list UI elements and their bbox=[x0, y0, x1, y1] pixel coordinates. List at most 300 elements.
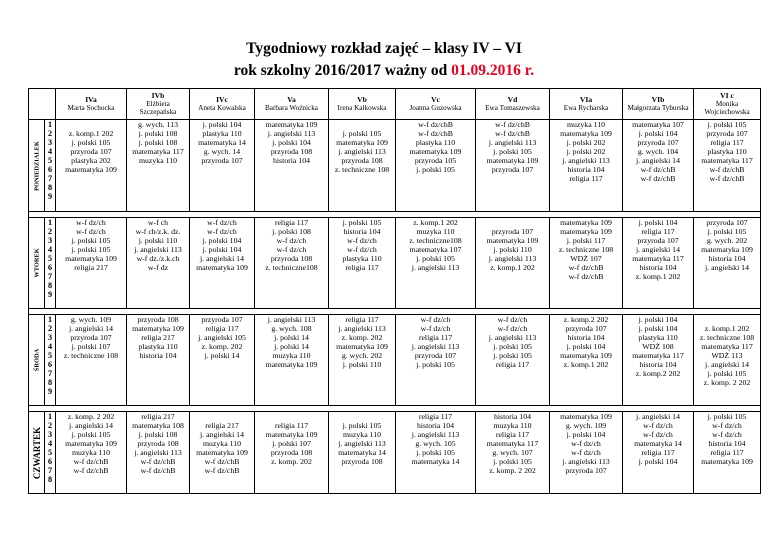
lesson-entry: religia 117 bbox=[641, 448, 675, 457]
lesson-number: 7 bbox=[47, 369, 53, 378]
class-name: Vc bbox=[431, 95, 440, 104]
lesson-entry bbox=[329, 174, 395, 183]
lesson-entry: w-f dz/chB bbox=[709, 165, 745, 174]
lesson-entry: z. komp.1 202 bbox=[68, 129, 114, 138]
lesson-entry bbox=[476, 183, 549, 192]
class-day-cell bbox=[190, 120, 255, 212]
lesson-entry: religia 217 bbox=[141, 333, 175, 342]
lesson-entry bbox=[56, 192, 126, 201]
lesson-entry: j. angielski 113 bbox=[267, 129, 316, 138]
lesson-numbers bbox=[45, 315, 56, 406]
lesson-entry: matematyka 109 bbox=[409, 147, 462, 156]
lesson-entry: g. wych. 104 bbox=[637, 147, 679, 156]
class-day-cell bbox=[329, 412, 396, 494]
lesson-entry bbox=[550, 369, 622, 378]
lesson-number: 5 bbox=[47, 254, 53, 263]
class-day-cell bbox=[56, 315, 127, 406]
lesson-entry: plastyka 202 bbox=[71, 156, 111, 165]
lesson-entry: w-f dz/ch bbox=[420, 315, 451, 324]
day-row bbox=[29, 120, 761, 212]
lesson-entry: z. komp. 2 202 bbox=[67, 412, 115, 421]
valid-from-date: 01.09.2016 r. bbox=[451, 62, 535, 79]
class-day-cell bbox=[550, 218, 623, 309]
lesson-entry bbox=[56, 387, 126, 396]
lesson-entry bbox=[127, 387, 189, 396]
lesson-entry: w-f dz/chB bbox=[204, 466, 240, 475]
lesson-entry: j. polski 105 bbox=[707, 120, 747, 129]
class-day-cell bbox=[329, 120, 396, 212]
class-day-cell bbox=[396, 120, 476, 212]
lesson-entry: j. angielski 14 bbox=[69, 324, 113, 333]
lesson-entry bbox=[329, 290, 395, 299]
lesson-entry bbox=[550, 475, 622, 484]
lesson-entry: religia 117 bbox=[418, 412, 453, 421]
lesson-number: 9 bbox=[47, 290, 53, 299]
lesson-entry: matematyka 109 bbox=[701, 457, 753, 466]
lesson-entry bbox=[127, 272, 189, 281]
lesson-entry: j. angielski 14 bbox=[636, 412, 680, 421]
class-day-cell bbox=[190, 315, 255, 406]
lesson-entry: w-f dz/ch bbox=[643, 421, 673, 430]
lesson-entry: j. angielski 113 bbox=[488, 138, 537, 147]
lesson-entry: w-f dz/ch bbox=[347, 236, 377, 245]
lesson-entry: j. polski 108 bbox=[138, 129, 178, 138]
lesson-entry: j. polski 202 bbox=[566, 147, 606, 156]
lesson-entry bbox=[329, 281, 395, 290]
class-day-cell bbox=[56, 120, 127, 212]
lesson-entry: plastyka 110 bbox=[138, 342, 178, 351]
lesson-entry: w-f dz/chB bbox=[640, 174, 676, 183]
lesson-entry bbox=[550, 192, 622, 201]
class-header-row bbox=[29, 89, 761, 120]
lesson-entry: matematyka 109 bbox=[265, 120, 318, 129]
lesson-number: 6 bbox=[47, 360, 53, 369]
lesson-entry: historia 104 bbox=[708, 254, 746, 263]
lesson-entry: z. komp.1 202 bbox=[563, 360, 609, 369]
timetable-body bbox=[29, 120, 761, 494]
class-teacher: Joanna Guzowska bbox=[409, 104, 462, 112]
lesson-entry bbox=[396, 466, 475, 475]
lesson-entry: religia 117 bbox=[641, 227, 675, 236]
class-day-cell bbox=[623, 315, 694, 406]
lesson-entry: religia 117 bbox=[274, 421, 309, 430]
lesson-entry: g. wych. 107 bbox=[492, 448, 533, 457]
lesson-entry: plastyka 110 bbox=[638, 333, 678, 342]
lesson-entry: WDŻ 108 bbox=[642, 342, 674, 351]
lesson-entry: przyroda 107 bbox=[565, 466, 607, 475]
lesson-entry bbox=[550, 387, 622, 396]
class-teacher: Barbara Woźnicka bbox=[265, 104, 318, 112]
lesson-entry: z. komp.2 202 bbox=[635, 369, 681, 378]
lesson-entry: w-f dz/chB bbox=[709, 174, 745, 183]
lesson-entry: plastyka 110 bbox=[342, 254, 382, 263]
lesson-entry: matematyka 109 bbox=[560, 412, 612, 421]
lesson-entry: w-f dz/ch bbox=[276, 236, 307, 245]
lesson-entry: g. wych. 109 bbox=[70, 315, 112, 324]
class-header bbox=[694, 89, 761, 120]
lesson-entry: j. polski 105 bbox=[416, 254, 455, 263]
lesson-number: 2 bbox=[47, 421, 53, 430]
day-row bbox=[29, 412, 761, 494]
lesson-entry: w-f dz/chB bbox=[495, 120, 530, 129]
lesson-entry: j. polski 104 bbox=[638, 324, 678, 333]
class-day-cell bbox=[127, 218, 190, 309]
lesson-entry: j. polski 108 bbox=[138, 430, 178, 439]
lesson-entry: j. polski 107 bbox=[71, 342, 111, 351]
lesson-entry: przyroda 108 bbox=[270, 254, 313, 263]
lesson-entry: muzyka 110 bbox=[71, 448, 111, 457]
page-subtitle bbox=[0, 62, 768, 80]
lesson-entry: j. angielski 14 bbox=[69, 421, 113, 430]
lesson-entry: j. polski 105 bbox=[71, 236, 111, 245]
lesson-entry: w-f dz/ch bbox=[712, 421, 742, 430]
lesson-entry: religia 117 bbox=[274, 218, 309, 227]
lesson-entry: j. angielski 113 bbox=[267, 315, 316, 324]
day-name: WTOREK bbox=[33, 248, 40, 278]
lesson-entry: z. techniczne 108 bbox=[558, 245, 614, 254]
lesson-number: 8 bbox=[47, 475, 53, 484]
lesson-entry: historia 104 bbox=[139, 351, 177, 360]
lesson-entry: przyroda 107 bbox=[637, 138, 679, 147]
lesson-entry: j. polski 104 bbox=[202, 236, 242, 245]
lesson-entry: matematyka 109 bbox=[336, 342, 388, 351]
lesson-entry: historia 104 bbox=[416, 421, 455, 430]
lesson-entry: przyroda 108 bbox=[137, 315, 179, 324]
class-name: VIb bbox=[651, 95, 665, 104]
lesson-entry: j. polski 110 bbox=[493, 245, 532, 254]
lesson-entry: g. wych. 108 bbox=[271, 324, 312, 333]
lesson-entry: w-f dz/chB bbox=[418, 120, 453, 129]
lesson-entry: j. polski 14 bbox=[204, 351, 240, 360]
lesson-entry bbox=[56, 475, 126, 484]
lesson-number: 4 bbox=[47, 439, 53, 448]
lesson-entry bbox=[329, 183, 395, 192]
lesson-entry: przyroda 107 bbox=[565, 324, 607, 333]
lesson-entry bbox=[550, 290, 622, 299]
lesson-entry: j. polski 104 bbox=[202, 120, 242, 129]
lesson-entry: historia 104 bbox=[708, 439, 746, 448]
lesson-entry: matematyka 109 bbox=[701, 245, 753, 254]
lesson-entry: matematyka 109 bbox=[486, 236, 539, 245]
lesson-entry bbox=[550, 281, 622, 290]
lesson-entry: historia 104 bbox=[493, 412, 532, 421]
lesson-entry: j. angielski 113 bbox=[411, 342, 460, 351]
lesson-entry: matematyka 117 bbox=[486, 439, 539, 448]
lesson-entry bbox=[476, 272, 549, 281]
lesson-entry: w-f dz/ch bbox=[207, 227, 237, 236]
lesson-entry: j. polski 105 bbox=[416, 165, 455, 174]
lesson-entry: j. polski 104 bbox=[638, 457, 678, 466]
lesson-entry: j. polski 105 bbox=[342, 218, 382, 227]
lesson-entry: w-f dz/ch bbox=[497, 324, 528, 333]
lesson-entry: j. polski 104 bbox=[638, 129, 678, 138]
lesson-entry: przyroda 107 bbox=[201, 156, 243, 165]
lesson-entry: przyroda 107 bbox=[201, 315, 243, 324]
class-day-cell bbox=[694, 120, 761, 212]
lesson-entry bbox=[476, 475, 549, 484]
lesson-entry bbox=[127, 183, 189, 192]
class-header bbox=[190, 89, 255, 120]
day-row bbox=[29, 315, 761, 406]
lesson-number: 3 bbox=[47, 333, 53, 342]
lesson-entry bbox=[56, 360, 126, 369]
lesson-entry bbox=[396, 378, 475, 387]
lesson-entry: j. polski 110 bbox=[342, 360, 382, 369]
lesson-entry bbox=[623, 378, 693, 387]
class-day-cell bbox=[476, 412, 550, 494]
lesson-entry: przyroda 108 bbox=[341, 457, 383, 466]
lesson-entry: w-f dz/ch bbox=[76, 218, 106, 227]
lesson-entry bbox=[396, 475, 475, 484]
lesson-entry: g. wych. 202 bbox=[706, 236, 748, 245]
lesson-entry: religia 217 bbox=[205, 421, 239, 430]
lesson-entry: w-f dz/chB bbox=[73, 466, 109, 475]
lesson-entry bbox=[476, 369, 549, 378]
day-name-cell bbox=[29, 315, 45, 406]
lesson-number: 8 bbox=[47, 378, 53, 387]
lesson-entry bbox=[56, 281, 126, 290]
lesson-entry: w-f dz/ch bbox=[712, 430, 742, 439]
lesson-entry bbox=[190, 369, 254, 378]
lesson-entry: plastyka 110 bbox=[415, 138, 456, 147]
lesson-entry: przyroda 108 bbox=[341, 156, 383, 165]
lesson-entry: g. wych. 14 bbox=[203, 147, 241, 156]
lesson-entry bbox=[329, 369, 395, 378]
lesson-entry: j. polski 202 bbox=[566, 138, 606, 147]
lesson-entry: historia 104 bbox=[639, 360, 677, 369]
lesson-entry bbox=[190, 183, 254, 192]
lesson-entry: matematyka 109 bbox=[265, 430, 318, 439]
lesson-entry: j. angielski 14 bbox=[636, 245, 680, 254]
lesson-entry: g. wych. 113 bbox=[138, 120, 178, 129]
lesson-entry bbox=[476, 290, 549, 299]
lesson-number: 1 bbox=[47, 120, 53, 129]
class-header bbox=[127, 89, 190, 120]
lesson-entry bbox=[623, 281, 693, 290]
class-day-cell bbox=[476, 315, 550, 406]
lesson-number: 4 bbox=[47, 147, 53, 156]
lesson-entry: w-f dz/ch bbox=[571, 439, 601, 448]
lesson-number: 8 bbox=[47, 281, 53, 290]
lesson-entry: j. angielski 14 bbox=[200, 430, 244, 439]
lesson-entry bbox=[56, 369, 126, 378]
lesson-entry: przyroda 107 bbox=[491, 227, 534, 236]
lesson-entry: matematyka 14 bbox=[198, 138, 246, 147]
lesson-number: 3 bbox=[47, 138, 53, 147]
lesson-entry bbox=[127, 475, 189, 484]
class-header bbox=[550, 89, 623, 120]
lesson-number: 6 bbox=[47, 263, 53, 272]
lesson-entry: w-f dz/chB bbox=[204, 457, 240, 466]
lesson-entry: w-f dz/ch bbox=[276, 245, 307, 254]
lesson-entry bbox=[476, 387, 549, 396]
lesson-number: 1 bbox=[47, 315, 53, 324]
lesson-entry: j. angielski 113 bbox=[338, 324, 386, 333]
lesson-entry bbox=[550, 378, 622, 387]
lesson-entry: j. polski 14 bbox=[274, 333, 309, 342]
lesson-entry: w-f dz/chB bbox=[140, 466, 176, 475]
lesson-entry: z. komp.2 202 bbox=[563, 315, 609, 324]
lesson-entry: j. polski 117 bbox=[566, 236, 606, 245]
class-teacher: Małgorzata Tyburska bbox=[627, 104, 689, 112]
class-day-cell bbox=[476, 120, 550, 212]
lesson-entry: j. polski 105 bbox=[493, 351, 532, 360]
day-name-cell bbox=[29, 218, 45, 309]
lesson-entry: religia 117 bbox=[205, 324, 239, 333]
lesson-entry bbox=[56, 174, 126, 183]
lesson-entry: z. techniczne108 bbox=[265, 263, 318, 272]
class-day-cell bbox=[190, 218, 255, 309]
lesson-entry: przyroda 108 bbox=[137, 439, 179, 448]
class-day-cell bbox=[127, 315, 190, 406]
lesson-entry bbox=[255, 281, 328, 290]
lesson-entry: matematyka 109 bbox=[65, 254, 117, 263]
lesson-entry: WDŻ 107 bbox=[570, 254, 602, 263]
lesson-entry: j. angielski 113 bbox=[411, 263, 460, 272]
lesson-number: 7 bbox=[47, 174, 53, 183]
lesson-entry: przyroda 107 bbox=[491, 165, 534, 174]
lesson-entry bbox=[255, 290, 328, 299]
lesson-entry: religia 117 bbox=[345, 263, 379, 272]
lesson-entry bbox=[623, 475, 693, 484]
lesson-number: 5 bbox=[47, 448, 53, 457]
lesson-number: 7 bbox=[47, 466, 53, 475]
lesson-entry bbox=[329, 378, 395, 387]
lesson-entry: j. polski 105 bbox=[707, 227, 747, 236]
lesson-number: 1 bbox=[47, 218, 53, 227]
lesson-entry: matematyka 109 bbox=[560, 227, 612, 236]
lesson-entry bbox=[56, 183, 126, 192]
lesson-entry: historia 104 bbox=[272, 156, 311, 165]
class-day-cell bbox=[329, 218, 396, 309]
lesson-number: 6 bbox=[47, 457, 53, 466]
lesson-entry bbox=[476, 218, 549, 227]
lesson-entry: matematyka 109 bbox=[486, 156, 539, 165]
lesson-entry: matematyka 108 bbox=[132, 421, 184, 430]
lesson-entry bbox=[190, 165, 254, 174]
class-day-cell bbox=[476, 218, 550, 309]
lesson-entry: przyroda 107 bbox=[414, 351, 457, 360]
lesson-entry: matematyka 109 bbox=[560, 129, 612, 138]
lesson-entry: matematyka 109 bbox=[132, 324, 184, 333]
lesson-entry: j. polski 105 bbox=[493, 457, 532, 466]
lesson-numbers bbox=[45, 120, 56, 212]
class-day-cell bbox=[396, 218, 476, 309]
lesson-number: 4 bbox=[47, 245, 53, 254]
lesson-entry: matematyka 117 bbox=[701, 156, 753, 165]
class-day-cell bbox=[623, 412, 694, 494]
class-day-cell bbox=[694, 315, 761, 406]
lesson-entry bbox=[255, 192, 328, 201]
class-teacher: Monika Wojciechowska bbox=[704, 100, 750, 116]
lesson-entry: z. komp. 202 bbox=[201, 342, 243, 351]
lesson-entry: w-f dz/ch bbox=[347, 245, 377, 254]
lesson-entry: matematyka 14 bbox=[338, 448, 386, 457]
lesson-entry bbox=[190, 378, 254, 387]
lesson-entry bbox=[396, 183, 475, 192]
lesson-entry: w-f ch bbox=[147, 218, 169, 227]
lesson-entry: j. polski 105 bbox=[707, 412, 747, 421]
lesson-entry: matematyka 109 bbox=[196, 263, 248, 272]
lesson-entry bbox=[255, 272, 328, 281]
lesson-entry: j. polski 107 bbox=[272, 439, 311, 448]
lesson-entry: muzyka 110 bbox=[416, 227, 455, 236]
lesson-entry: przyroda 107 bbox=[70, 147, 112, 156]
lesson-entry: w-f dz/ch bbox=[420, 324, 451, 333]
lesson-entry bbox=[255, 369, 328, 378]
lesson-entry: w-f dz/chB bbox=[640, 165, 676, 174]
lesson-entry bbox=[255, 183, 328, 192]
lesson-entry: j. angielski 113 bbox=[338, 439, 386, 448]
lesson-entry bbox=[56, 120, 126, 129]
lesson-entry: z. techniczne108 bbox=[409, 236, 462, 245]
lesson-entry: j. angielski 14 bbox=[705, 360, 749, 369]
class-name: IVc bbox=[216, 95, 228, 104]
lesson-entry: muzyka 110 bbox=[342, 430, 382, 439]
lesson-entry: historia 104 bbox=[567, 333, 605, 342]
lesson-number: 9 bbox=[47, 387, 53, 396]
lesson-entry: religia 117 bbox=[710, 448, 744, 457]
lesson-entry: g. wych. 105 bbox=[415, 439, 456, 448]
lesson-entry: matematyka 117 bbox=[632, 254, 684, 263]
lesson-entry bbox=[694, 475, 760, 484]
lesson-entry bbox=[396, 272, 475, 281]
lesson-entry bbox=[127, 360, 189, 369]
class-day-cell bbox=[56, 218, 127, 309]
lesson-number: 2 bbox=[47, 227, 53, 236]
lesson-entry bbox=[694, 192, 760, 201]
lesson-entry: j. polski 14 bbox=[274, 342, 309, 351]
lesson-entry: matematyka 109 bbox=[336, 138, 388, 147]
lesson-entry: j. polski 105 bbox=[342, 129, 382, 138]
lesson-entry bbox=[127, 281, 189, 290]
class-day-cell bbox=[329, 315, 396, 406]
lesson-entry: j. angielski 105 bbox=[198, 333, 246, 342]
lesson-entry bbox=[694, 290, 760, 299]
lesson-entry: j. polski 105 bbox=[71, 430, 111, 439]
class-teacher: Aneta Kowalska bbox=[198, 104, 246, 112]
day-name: ŚRODA bbox=[33, 348, 40, 372]
lesson-entry: religia 217 bbox=[74, 263, 108, 272]
lesson-entry: przyroda 108 bbox=[270, 448, 313, 457]
lesson-entry: j. polski 104 bbox=[566, 342, 606, 351]
lesson-entry: matematyka 109 bbox=[560, 351, 612, 360]
lesson-entry: przyroda 105 bbox=[414, 156, 457, 165]
lesson-entry bbox=[623, 290, 693, 299]
lesson-entry: religia 117 bbox=[495, 360, 530, 369]
class-day-cell bbox=[396, 315, 476, 406]
lesson-entry bbox=[127, 192, 189, 201]
lesson-entry: z. komp.1 202 bbox=[413, 218, 458, 227]
lesson-entry: j. polski 104 bbox=[638, 315, 678, 324]
class-day-cell bbox=[396, 412, 476, 494]
class-name: Vb bbox=[357, 95, 367, 104]
lesson-entry bbox=[396, 281, 475, 290]
lesson-entry bbox=[190, 387, 254, 396]
class-teacher: Ewa Tomaszewska bbox=[485, 104, 540, 112]
lesson-entry: matematyka 107 bbox=[409, 245, 462, 254]
lesson-entry: z. komp.1 202 bbox=[490, 263, 535, 272]
lesson-entry: plastyka 110 bbox=[707, 147, 747, 156]
lesson-entry bbox=[329, 120, 395, 129]
lesson-entry: w-f dz/chB bbox=[73, 457, 109, 466]
class-name: IVb bbox=[151, 91, 165, 100]
class-header bbox=[396, 89, 476, 120]
lesson-entry: matematyka 109 bbox=[560, 218, 612, 227]
lesson-entry: religia 217 bbox=[141, 412, 175, 421]
class-day-cell bbox=[623, 218, 694, 309]
lesson-entry: j. angielski 113 bbox=[134, 245, 182, 254]
